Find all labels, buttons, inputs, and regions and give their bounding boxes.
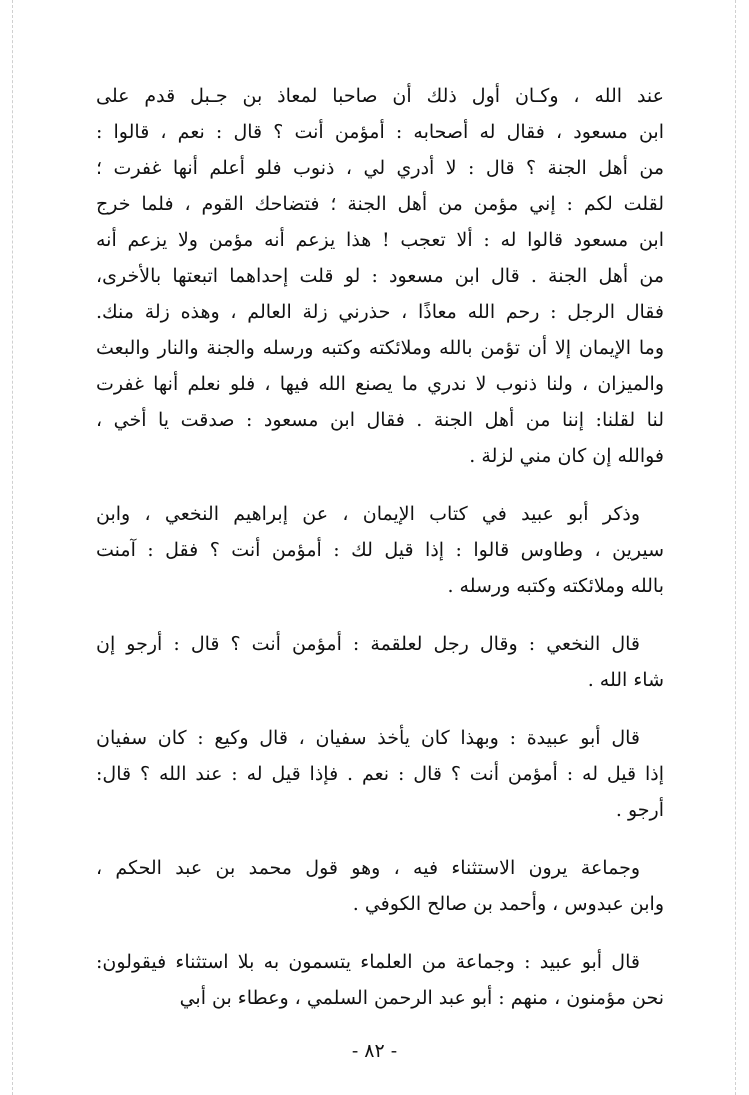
text-line: ابن مسعود قالوا له : ألا تعجب ! هذا يزعم أنه مؤمن ولا يزعم أنه: [96, 229, 664, 251]
paragraph: [96, 850, 664, 922]
text-line: لقلت لكم : إني مؤمن من أهل الجنة ؛ فتضاحك القوم ، فلما خرج: [96, 193, 664, 215]
paragraph: [96, 626, 664, 698]
paragraph-gap: [96, 828, 664, 850]
text-line: أرجو .: [615, 799, 664, 821]
paragraph-gap: [96, 604, 664, 626]
text-line: من أهل الجنة . قال ابن مسعود : لو قلت إحداهما اتبعتها بالأخرى،: [96, 265, 664, 287]
text-line: قال أبو عبيد : وجماعة من العلماء يتسمون به بلا استثناء فيقولون:: [96, 951, 640, 973]
right-margin-guide: [735, 0, 736, 1095]
text-line: إذا قيل له : أمؤمن أنت ؟ قال : نعم . فإذا قيل له : عند الله ؟ قال:: [96, 763, 664, 785]
text-line: فقال الرجل : رحم الله معاذًا ، حذرني زلة العالم ، وهذه زلة منك.: [96, 301, 664, 323]
paragraph-gap: [96, 698, 664, 720]
text-line: بالله وملائكته وكتبه ورسله .: [447, 575, 664, 597]
text-line: قال النخعي : وقال رجل لعلقمة : أمؤمن أنت ؟ قال : أرجو إن: [96, 633, 640, 655]
text-line: لنا لقلنا: إننا من أهل الجنة . فقال ابن مسعود : صدقت يا أخي ،: [96, 409, 664, 431]
text-line: وجماعة يرون الاستثناء فيه ، وهو قول محمد بن عبد الحكم ،: [96, 857, 640, 879]
left-margin-guide: [12, 0, 13, 1095]
text-line: سيرين ، وطاوس قالوا : إذا قيل لك : أمؤمن أنت ؟ فقل : آمنت: [96, 539, 664, 561]
text-line: ابن مسعود ، فقال له أصحابه : أمؤمن أنت ؟ قال : نعم ، قالوا :: [96, 121, 664, 143]
page-number: - ٨٢ -: [351, 1040, 398, 1062]
paragraph-gap: [96, 922, 664, 944]
text-line: شاء الله .: [587, 669, 664, 691]
text-line: وما الإيمان إلا أن تؤمن بالله وملائكته وكتبه ورسله والجنة والنار والبعث: [96, 337, 664, 359]
text-line: قال أبو عبيدة : وبهذا كان يأخذ سفيان ، قال وكيع : كان سفيان: [96, 727, 640, 749]
body-text: [96, 78, 664, 1016]
paragraph: [96, 78, 664, 474]
text-line: فوالله إن كان مني لزلة .: [469, 445, 664, 467]
text-line: والميزان ، ولنا ذنوب لا ندري ما يصنع الله فيها ، فلو نعلم أنها غفرت: [96, 373, 664, 395]
text-line: وابن عبدوس ، وأحمد بن صالح الكوفي .: [352, 893, 664, 915]
text-line: من أهل الجنة ؟ قال : لا أدري لي ، ذنوب فلو أعلم أنها غفرت ؛: [96, 157, 664, 179]
paragraph: [96, 944, 664, 1016]
paragraph: [96, 496, 664, 604]
text-line: عند الله ، وكـان أول ذلك أن صاحبا لمعاذ بن جـبل قدم على: [96, 85, 664, 107]
paragraph-gap: [96, 474, 664, 496]
text-line: نحن مؤمنون ، منهم : أبو عبد الرحمن السلمي ، وعطاء بن أبي: [179, 987, 664, 1009]
paragraph: [96, 720, 664, 828]
text-line: وذكر أبو عبيد في كتاب الإيمان ، عن إبراهيم النخعي ، وابن: [96, 503, 640, 525]
